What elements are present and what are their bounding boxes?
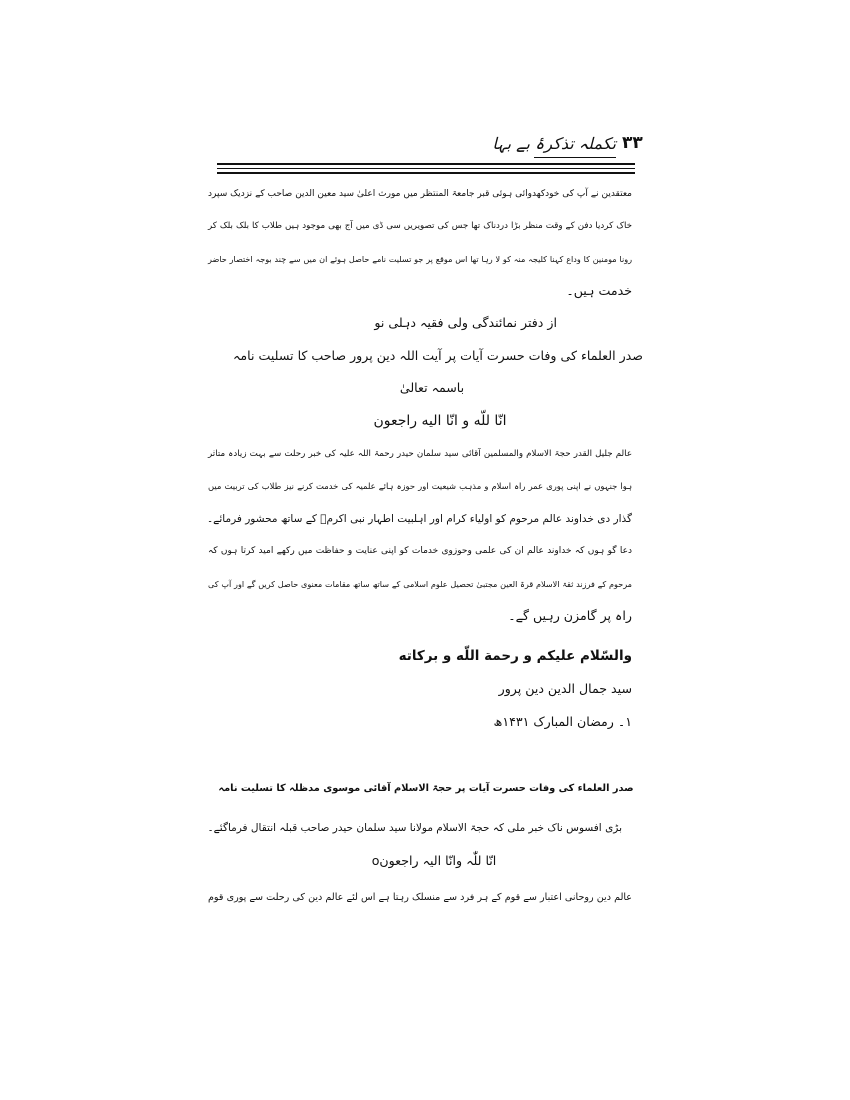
- header-title-underline: [534, 157, 616, 158]
- letter-title: صدر العلماء کی وفات حسرت آیات پر آیت اللہ دین پرور صاحب کا تسلیت نامہ: [233, 348, 643, 363]
- paragraph-line: دعا گو ہوں کہ خداوند عالم ان کی علمی وحوزوی خدمات کو اپنی عنایت و حفاظت میں رکھے امید کرتا ہوں کہ: [208, 546, 632, 556]
- running-header-title: تکملہ تذکرۂ بے بہا: [492, 134, 616, 153]
- salutation: والسّلام علیکم و رحمة اللّه و برکاته: [398, 648, 632, 664]
- quranic-phrase: انّا للّٰہ وانّا الیہ راجعونo: [371, 853, 497, 868]
- header-rule: [217, 168, 635, 169]
- paragraph-line: عالم دین روحانی اعتبار سے قوم کے ہر فرد سے منسلک رہتا ہے اس لئے عالم دین کی رحلت سے پوری قوم: [208, 892, 632, 903]
- inna-lillah-heading: انّا للّه و انّا اليه راجعون: [373, 413, 507, 429]
- letter-title: صدر العلماء کی وفات حسرت آیات پر حجۃ الاسلام آقائی موسوی مدظلہ کا تسلیت نامہ: [218, 783, 634, 794]
- signatory-name: سید جمال الدین دین پرور: [498, 681, 632, 696]
- paragraph-line: رونا مومنین کا وداع کہنا کلیجہ منہ کو لا رہا تھا اس موقع پر جو تسلیت نامے حاصل ہوئے ان میں سے چند بوجہ اختصار حاضر: [208, 254, 632, 264]
- paragraph-line: بڑی افسوس ناک خبر ملی کہ حجۃ الاسلام مولانا سید سلمان حیدر صاحب قبلہ انتقال فرماگئے۔: [207, 822, 622, 834]
- page-number: ۳۳: [622, 133, 643, 153]
- header-rule: [217, 172, 635, 174]
- paragraph-line: راہ پر گامزن رہیں گے۔: [508, 608, 632, 623]
- letter-date: ۱۔ رمضان المبارک ۱۴۳۱ھ: [493, 714, 632, 729]
- paragraph-line: گذار دی خداوند عالم مرحوم کو اولیاء کرام اور اہلبیت اطہار نبی اکرمؐ کے ساتھ محشور فرمائے۔: [207, 513, 632, 525]
- paragraph-line: مرحوم کے فرزند ثقۃ الاسلام قرۃ العین مجتبیٰ تحصیل علوم اسلامی کے ساتھ ساتھ مقامات معنوی حاصل کریں گے اور آپ کی: [208, 579, 632, 589]
- paragraph-line: عالم جلیل القدر حجۃ الاسلام والمسلمین آقائی سید سلمان حیدر رحمۃ اللہ علیہ کی خبر رحلت سے بہت زیادہ متاثر: [208, 449, 632, 459]
- header-rule: [217, 163, 635, 165]
- office-line: از دفتر نمائندگی ولی فقیہ دہلی نو: [374, 315, 557, 330]
- paragraph-line: خدمت ہیں۔: [566, 283, 632, 298]
- paragraph-line: خاک کردیا دفن کے وقت منظر بڑا دردناک تھا جس کی تصویریں سی ڈی میں آج بھی موجود ہیں طلاب کا بلک بلک کر: [208, 221, 632, 231]
- bismihi-heading: باسمہ تعالیٰ: [399, 380, 465, 395]
- paragraph-line: ہوا جنہوں نے اپنی پوری عمر راہ اسلام و مذہب شیعیت اور حوزہ ہائے علمیہ کی خدمت کرنے نیز طلاب کی تربیت میں: [208, 481, 632, 491]
- paragraph-line: معتقدین نے آپ کی خودکھدوائی ہوئی قبر جامعۃ المنتظر میں مورث اعلیٰ سید معین الدین صاحب کے نزدیک سپرد: [208, 189, 632, 199]
